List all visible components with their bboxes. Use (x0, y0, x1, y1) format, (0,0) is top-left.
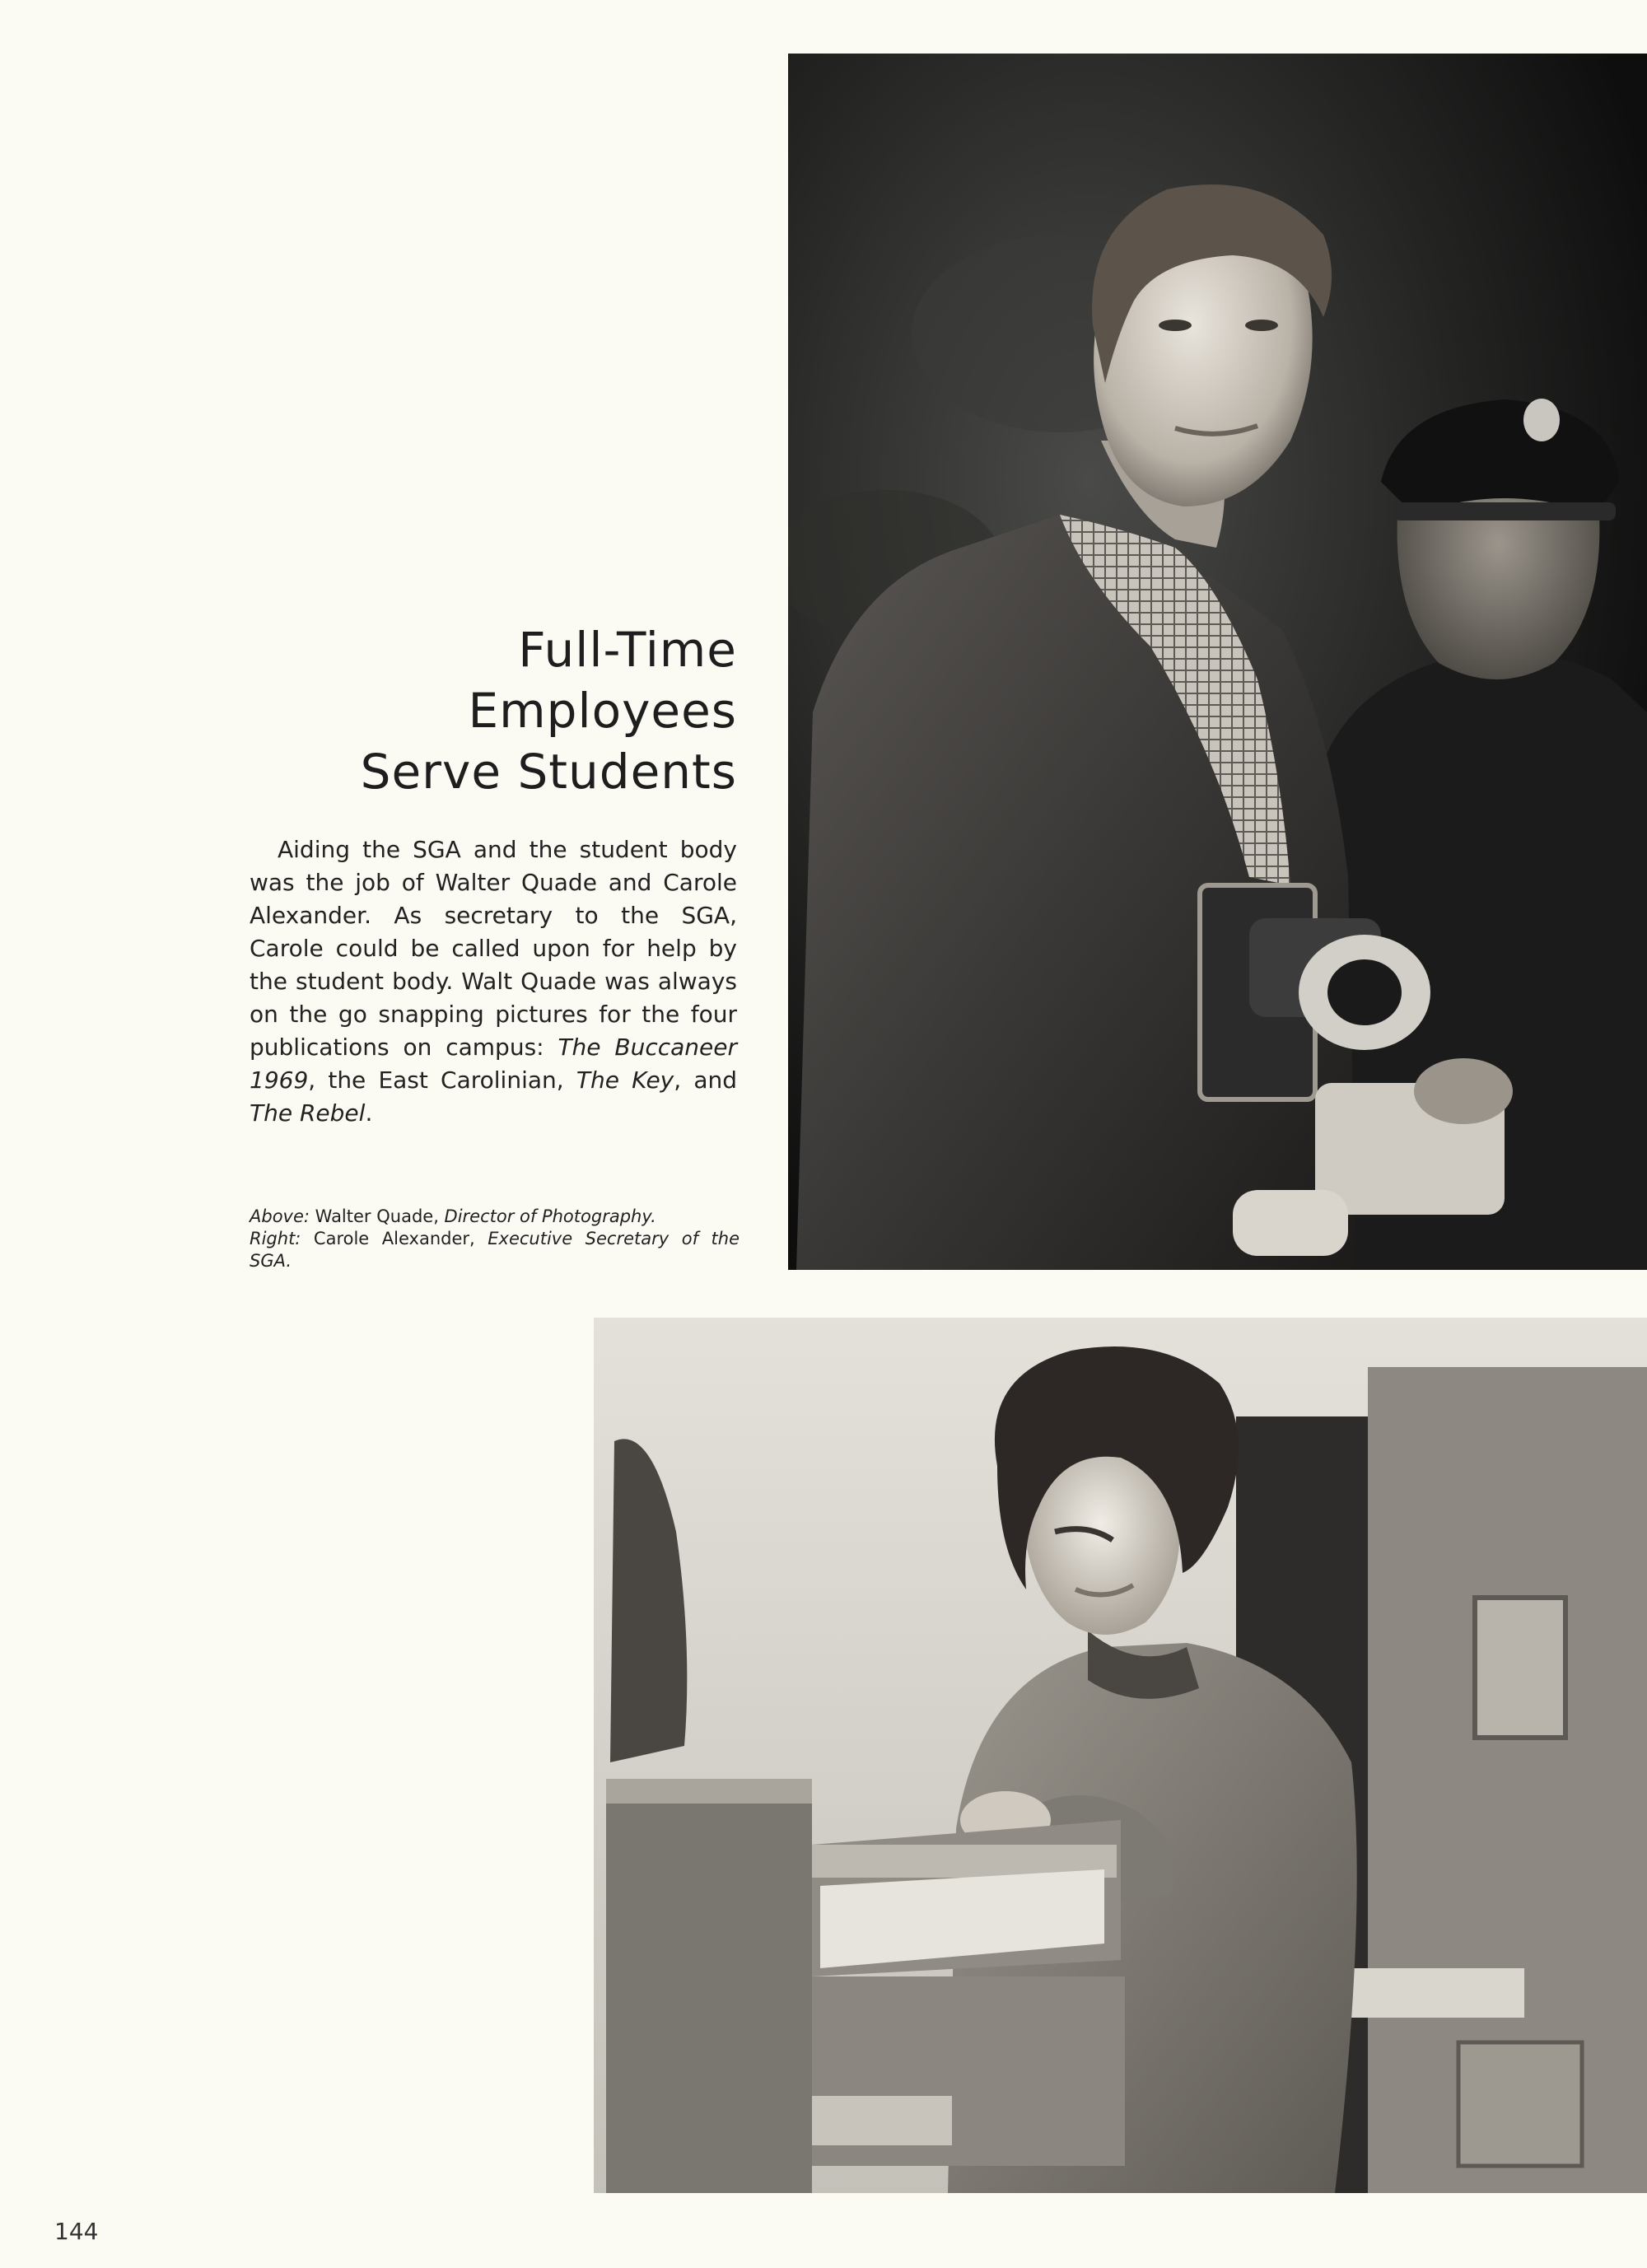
caption-right-name: Carole Alexander, (301, 1229, 488, 1248)
publication-title-buccaneer: The Buccaneer 1969 (250, 1034, 737, 1094)
caption-above-role: Director of Photography. (444, 1206, 656, 1226)
photo-walter-quade-image (788, 54, 1647, 1270)
title-line-1: Full-Time (518, 622, 737, 678)
page-number: 144 (54, 2218, 99, 2245)
title-line-2: Employees (468, 683, 737, 739)
body-text-end: . (365, 1099, 373, 1127)
body-text-sep-2: , and (674, 1066, 737, 1094)
caption-above-name: Walter Quade, (309, 1206, 445, 1226)
body-text-sep-1: , the East Carolinian, (308, 1066, 576, 1094)
caption-above-label: Above: (250, 1206, 310, 1226)
caption-right-role: Executive Secretary of the SGA. (250, 1229, 740, 1271)
photo-carole-alexander-image (594, 1318, 1647, 2193)
title-line-3: Serve Students (360, 744, 737, 800)
photo-caption (250, 1206, 740, 1272)
caption-right-label: Right: (250, 1229, 301, 1248)
page-title (247, 619, 737, 802)
photo-carole-alexander (594, 1318, 1647, 2193)
publication-title-rebel: The Rebel (250, 1099, 366, 1127)
body-paragraph (250, 833, 737, 1130)
photo-walter-quade (788, 54, 1647, 1270)
publication-title-key: The Key (576, 1066, 674, 1094)
body-text-intro: Aiding the SGA and the student body was the job of Walter Quade and Carole Alexander. As secretary to the SGA, Carole could be called upon for help by the student body. Walt Quade was always on the go snapping pictures for the four publications on campus: (250, 836, 737, 1061)
